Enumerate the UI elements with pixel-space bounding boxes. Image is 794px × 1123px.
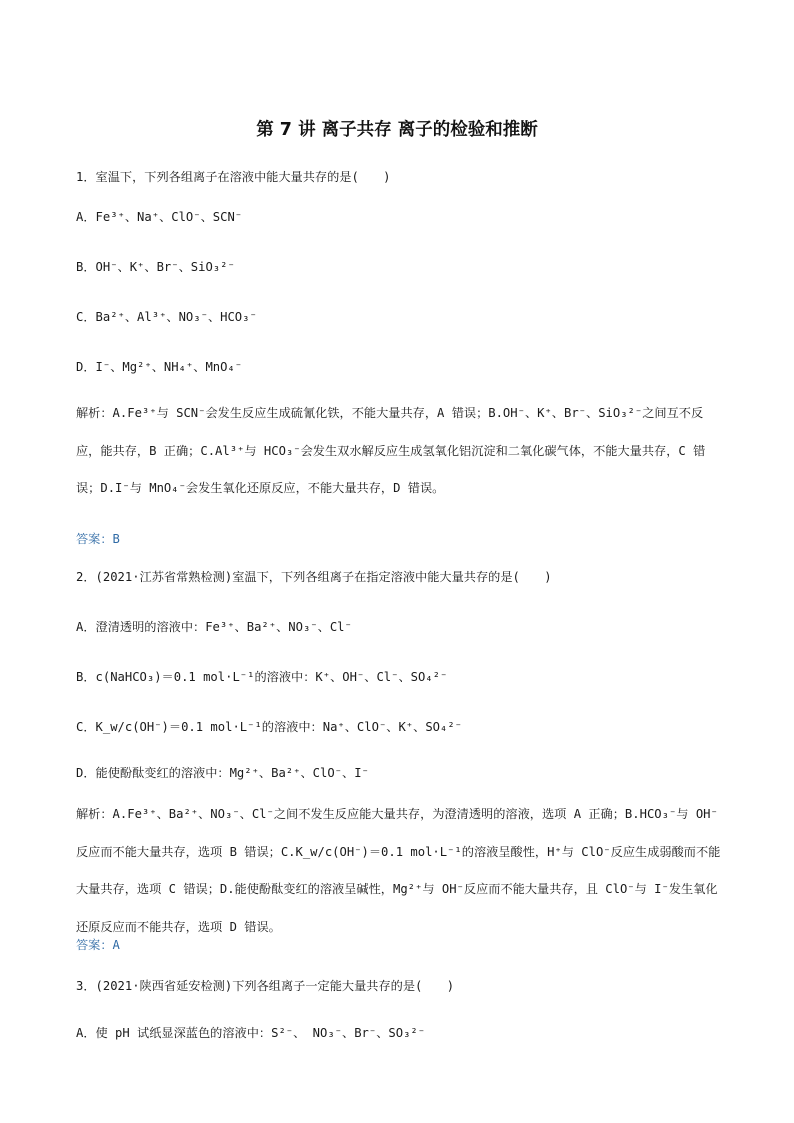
question-2-option-b: B．c(NaHCO₃)＝0.1 mol·L⁻¹的溶液中：K⁺、OH⁻、Cl⁻、SO₄²⁻ [76, 670, 448, 684]
question-3-stem: 3．(2021·陕西省延安检测)下列各组离子一定能大量共存的是( ) [76, 979, 455, 993]
question-1-option-d: D．I⁻、Mg²⁺、NH₄⁺、MnO₄⁻ [76, 360, 243, 374]
question-2-option-c: C．K_w/c(OH⁻)＝0.1 mol·L⁻¹的溶液中：Na⁺、ClO⁻、K⁺、SO₄²⁻ [76, 720, 463, 734]
question-2-option-a: A．澄清透明的溶液中：Fe³⁺、Ba²⁺、NO₃⁻、Cl⁻ [76, 620, 352, 634]
question-1-stem: 1．室温下，下列各组离子在溶液中能大量共存的是( ) [76, 170, 391, 184]
question-1-option-c: C．Ba²⁺、Al³⁺、NO₃⁻、HCO₃⁻ [76, 310, 257, 324]
question-1-analysis: 解析：A.Fe³⁺与 SCN⁻会发生反应生成硫氰化铁，不能大量共存，A 错误；B.OH⁻、K⁺、Br⁻、SiO₃²⁻之间互不反应，能共存，B 正确；C.Al³⁺与 HCO₃⁻会发生双水解反应生成氢氧化铝沉淀和二氧化碳气体，不能大量共存，C 错误；D.I⁻与 MnO₄⁻会发生氧化还原反应，不能大量共存，D 错误。 [76, 406, 706, 495]
question-2-stem: 2．(2021·江苏省常熟检测)室温下，下列各组离子在指定溶液中能大量共存的是( ) [76, 570, 552, 584]
question-3-option-a: A．使 pH 试纸显深蓝色的溶液中：S²⁻、 NO₃⁻、Br⁻、SO₃²⁻ [76, 1026, 426, 1040]
page-title: 第 7 讲 离子共存 离子的检验和推断 [256, 120, 538, 140]
question-2-analysis: 解析：A.Fe³⁺、Ba²⁺、NO₃⁻、Cl⁻之间不发生反应能大量共存，为澄清透明的溶液，选项 A 正确；B.HCO₃⁻与 OH⁻反应而不能大量共存，选项 B 错误；C.K_w/c(OH⁻)＝0.1 mol·L⁻¹的溶液呈酸性，H⁺与 ClO⁻反应生成弱酸而不能大量共存，选项 C 错误；D.能使酚酞变红的溶液呈碱性，Mg²⁺与 OH⁻反应而不能大量共存，且 ClO⁻与 I⁻发生氧化还原反应而不能共存，选项 D 错误。 [76, 807, 721, 934]
question-1-answer: 答案：B [76, 532, 120, 546]
question-2-option-d: D．能使酚酞变红的溶液中：Mg²⁺、Ba²⁺、ClO⁻、I⁻ [76, 766, 369, 780]
question-1-option-b: B．OH⁻、K⁺、Br⁻、SiO₃²⁻ [76, 260, 235, 274]
question-1-option-a: A．Fe³⁺、Na⁺、ClO⁻、SCN⁻ [76, 210, 243, 224]
question-2-answer: 答案：A [76, 938, 120, 952]
